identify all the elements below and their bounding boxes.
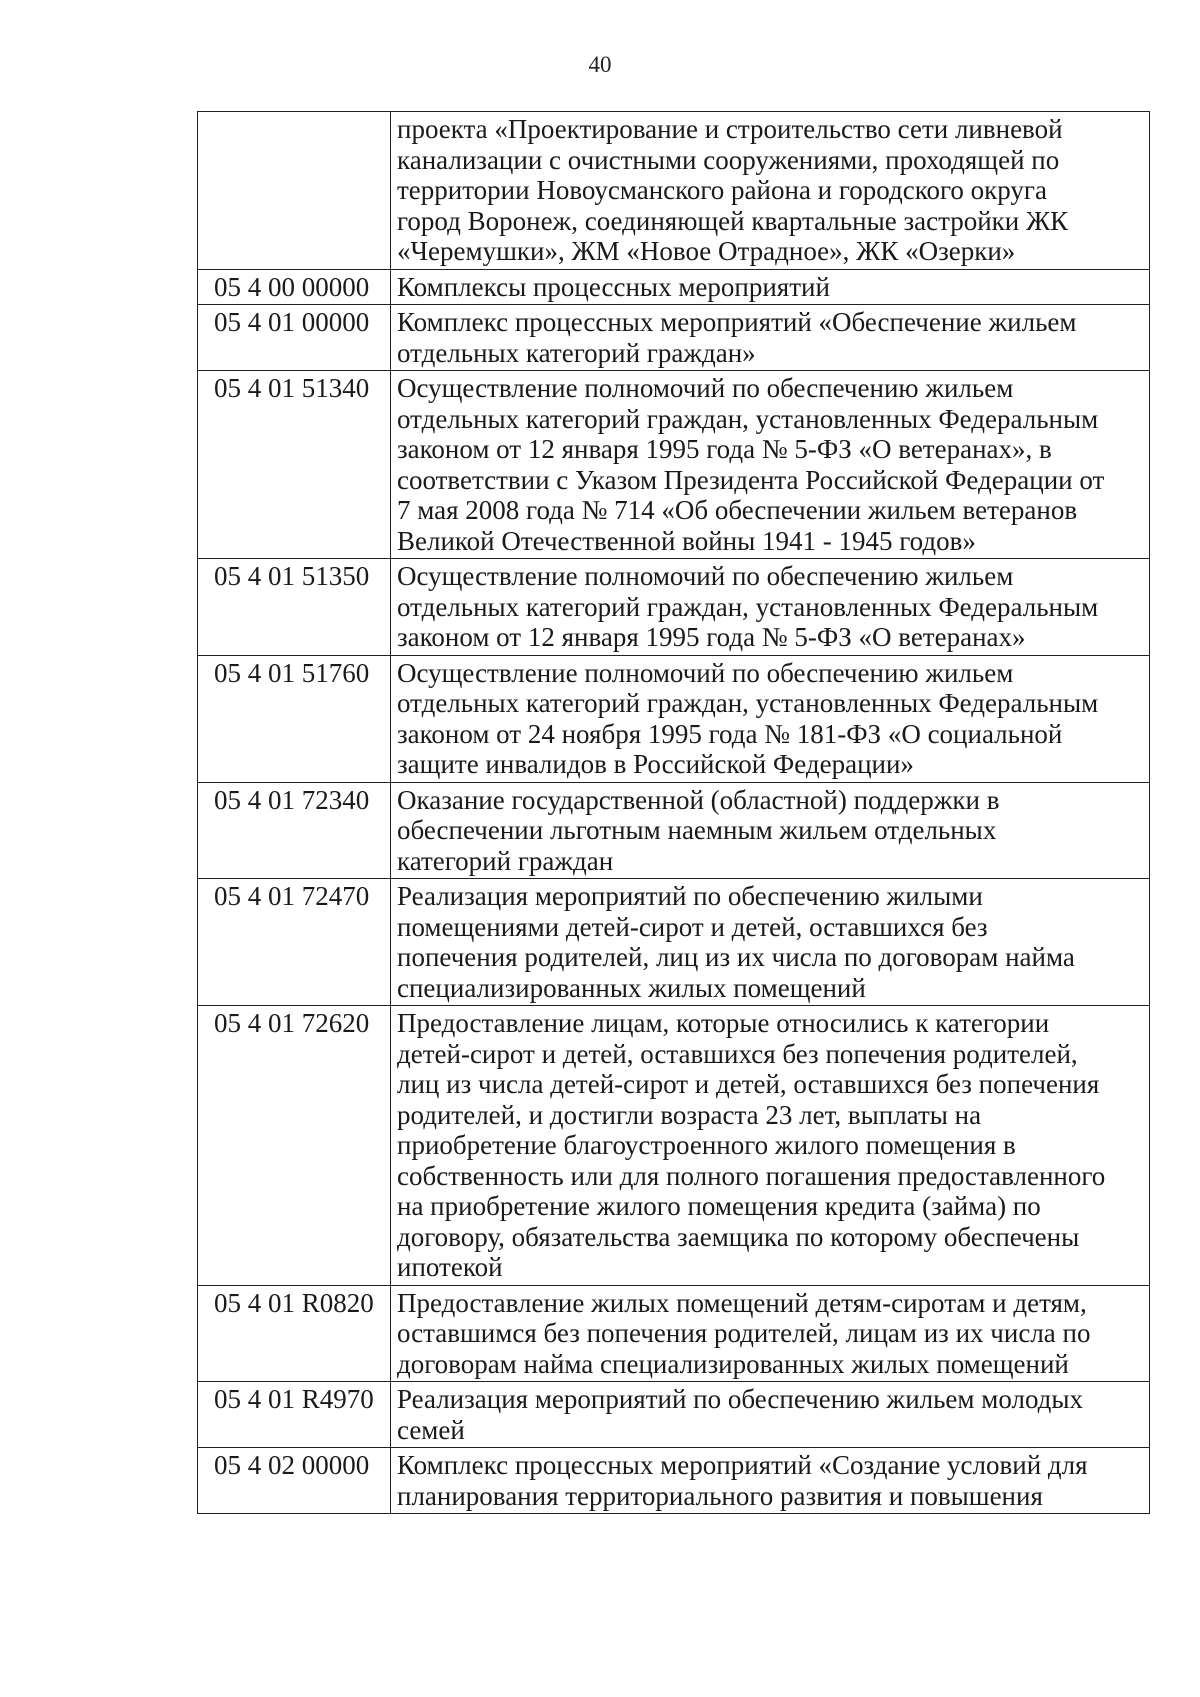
description-line: на приобретение жилого помещения кредита (займа) по xyxy=(397,1191,1041,1221)
table-row xyxy=(198,879,1150,1006)
description-line: категорий граждан xyxy=(397,845,614,876)
classification-code: 05 4 01 00000 xyxy=(198,305,391,371)
classification-code: 05 4 01 72620 xyxy=(198,1006,391,1286)
description-line: планирования территориального развития и повышения xyxy=(397,1480,1043,1511)
description-line: Великой Отечественной войны 1941 - 1945 годов» xyxy=(397,525,976,556)
classification-code: 05 4 01 R0820 xyxy=(198,1285,391,1382)
description-line: договорам найма специализированных жилых помещений xyxy=(397,1348,1069,1379)
description-line: защите инвалидов в Российской Федерации» xyxy=(397,749,914,779)
budget-classification-table xyxy=(197,111,1150,1514)
classification-description xyxy=(391,112,1150,270)
description-line: Комплекс процессных мероприятий «Создание условий для xyxy=(397,1450,1088,1480)
description-line: Предоставление жилых помещений детям-сиротам и детям, xyxy=(397,1287,1087,1318)
table-row xyxy=(198,371,1150,559)
description-line: проекта «Проектирование и строительство сети ливневой xyxy=(397,114,1063,144)
description-line: Оказание государственной (областной) поддержки в xyxy=(397,784,1000,815)
description-line: семей xyxy=(397,1414,465,1445)
description-line: попечения родителей, лиц из их числа по договорам найма xyxy=(397,942,1075,972)
description-line: 7 мая 2008 года № 714 «Об обеспечении жильем ветеранов xyxy=(397,495,1078,525)
description-line: Осуществление полномочий по обеспечению жильем xyxy=(397,657,1014,688)
description-line: собственность или для полного погашения предоставленного xyxy=(397,1160,1106,1191)
classification-code: 05 4 01 51350 xyxy=(198,559,391,656)
description-line: помещениями детей-сирот и детей, оставшихся без xyxy=(397,911,988,942)
description-line: Реализация мероприятий по обеспечению жилыми xyxy=(397,881,983,911)
description-line: территории Новоусманского района и городского округа xyxy=(397,175,1047,205)
description-line: обеспечении льготным наемным жильем отдельных xyxy=(397,815,997,845)
description-line: «Черемушки», ЖМ «Новое Отрадное», ЖК «Озерки» xyxy=(397,236,1016,266)
table-row xyxy=(198,655,1150,782)
classification-code: 05 4 01 51340 xyxy=(198,371,391,559)
description-line: ипотекой xyxy=(397,1252,503,1282)
description-line: лиц из числа детей-сирот и детей, оставшихся без попечения xyxy=(397,1069,1100,1099)
table-row xyxy=(198,1285,1150,1382)
classification-code: 05 4 00 00000 xyxy=(198,269,391,305)
classification-description xyxy=(391,655,1150,782)
description-line: Осуществление полномочий по обеспечению жильем xyxy=(397,561,1014,591)
classification-code: 05 4 01 72340 xyxy=(198,782,391,879)
description-line: отдельных категорий граждан, установленных Федеральным xyxy=(397,591,1099,622)
description-line: законом от 12 января 1995 года № 5-ФЗ «О ветеранах», в xyxy=(397,434,1052,464)
classification-description xyxy=(391,1285,1150,1382)
description-line: Осуществление полномочий по обеспечению жильем xyxy=(397,373,1014,403)
description-line: специализированных жилых помещений xyxy=(397,972,866,1003)
description-line: канализации с очистными сооружениями, проходящей по xyxy=(397,144,1060,175)
classification-description xyxy=(391,782,1150,879)
description-line: оставшимся без попечения родителей, лицам из их числа по xyxy=(397,1318,1091,1348)
classification-code: 05 4 02 00000 xyxy=(198,1448,391,1514)
description-line: договору, обязательства заемщика по которому обеспечены xyxy=(397,1221,1080,1252)
classification-description xyxy=(391,1382,1150,1448)
description-line: законом от 24 ноября 1995 года № 181-ФЗ «О социальной xyxy=(397,718,1063,749)
classification-description xyxy=(391,1448,1150,1514)
table-row xyxy=(198,559,1150,656)
classification-code xyxy=(198,112,391,270)
classification-description xyxy=(391,371,1150,559)
page-number: 40 xyxy=(588,52,612,77)
description-line: Комплекс процессных мероприятий «Обеспечение жильем xyxy=(397,307,1077,337)
description-line: Комплексы процессных мероприятий xyxy=(397,271,830,302)
description-line: родителей, и достигли возраста 23 лет, выплаты на xyxy=(397,1099,982,1130)
description-line: Реализация мероприятий по обеспечению жильем молодых xyxy=(397,1384,1084,1414)
table-row xyxy=(198,112,1150,270)
classification-code: 05 4 01 R4970 xyxy=(198,1382,391,1448)
description-line: приобретение благоустроенного жилого помещения в xyxy=(397,1130,1016,1160)
table-row xyxy=(198,269,1150,305)
classification-description xyxy=(391,879,1150,1006)
description-line: детей-сирот и детей, оставшихся без попечения родителей, xyxy=(397,1038,1078,1069)
classification-description xyxy=(391,1006,1150,1286)
classification-description xyxy=(391,269,1150,305)
description-line: Предоставление лицам, которые относились к категории xyxy=(397,1008,1050,1038)
description-line: отдельных категорий граждан, установленных Федеральным xyxy=(397,688,1099,718)
classification-description xyxy=(391,559,1150,656)
description-line: законом от 12 января 1995 года № 5-ФЗ «О ветеранах» xyxy=(397,622,1026,652)
description-line: отдельных категорий граждан» xyxy=(397,337,756,368)
table-row xyxy=(198,782,1150,879)
table-row xyxy=(198,1382,1150,1448)
classification-code: 05 4 01 51760 xyxy=(198,655,391,782)
description-line: соответствии с Указом Президента Российской Федерации от xyxy=(397,464,1105,495)
table-row xyxy=(198,305,1150,371)
classification-description xyxy=(391,305,1150,371)
classification-code: 05 4 01 72470 xyxy=(198,879,391,1006)
description-line: отдельных категорий граждан, установленных Федеральным xyxy=(397,403,1099,434)
table-row xyxy=(198,1006,1150,1286)
table-row xyxy=(198,1448,1150,1514)
description-line: город Воронеж, соединяющей квартальные застройки ЖК xyxy=(397,205,1069,236)
